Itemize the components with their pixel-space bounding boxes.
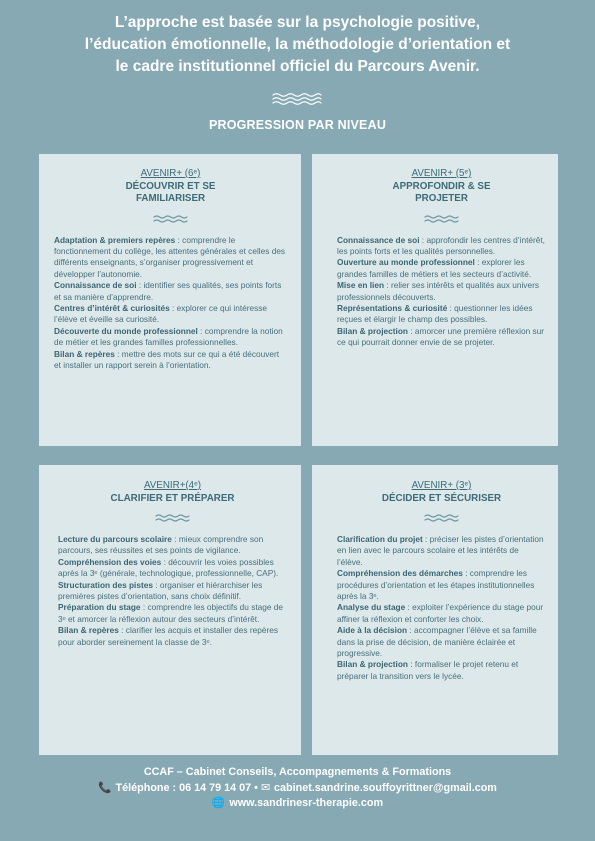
card-body xyxy=(337,235,546,349)
item-title: Aide à la décision xyxy=(337,625,408,636)
card-theme-line-2: PROJETER xyxy=(415,193,468,204)
card-header xyxy=(58,480,287,505)
card-theme-line-2: FAMILIARISER xyxy=(135,193,206,204)
item-text: : exploiter l’expérience du stage pour affiner la réflexion et conforter les choix. xyxy=(337,602,544,624)
item-text: : accompagner l’élève et sa famille dans la prise de décision, de manière éclairée et progressive. xyxy=(337,625,537,659)
footer-contact xyxy=(0,765,595,812)
item-text: : comprendre la notion de métier et les grandes familles professionnelles. xyxy=(54,325,283,348)
list-item xyxy=(58,580,287,603)
card-level: AVENIR+ (6ᵉ) xyxy=(140,168,201,179)
item-title: Adaptation & premiers repères xyxy=(54,234,176,245)
card-theme-line-1: DÉCIDER ET SÉCURISER xyxy=(381,492,502,504)
card-header xyxy=(337,168,546,206)
level-card-3e xyxy=(312,465,558,755)
item-title: Lecture du parcours scolaire xyxy=(58,534,172,544)
card-level: AVENIR+(4ᵉ) xyxy=(143,480,202,491)
card-level: AVENIR+ (5ᵉ) xyxy=(411,168,472,179)
level-card-6e xyxy=(39,154,301,446)
item-title: Analyse du stage xyxy=(337,602,406,613)
item-title: Ouverture au monde professionnel xyxy=(337,257,475,268)
item-text: : comprendre le fonctionnement du collège, les attentes générales et celles des différents enseignants, s’organiser progressivement et développer l’autonomie. xyxy=(54,234,286,279)
list-item xyxy=(337,625,546,659)
list-item xyxy=(337,280,546,303)
level-card-4e xyxy=(39,465,301,755)
list-item xyxy=(58,625,287,648)
item-text: : explorer ce qui intéresse l’élève et éveille sa curiosité. xyxy=(54,302,268,325)
item-title: Centres d’intérêt & curiosités xyxy=(54,302,170,313)
item-text: : relier ses intérêts et qualités aux univers professionnels découverts. xyxy=(337,280,539,302)
wave-divider-icon xyxy=(271,92,323,106)
footer-separator: • xyxy=(251,781,261,794)
card-header xyxy=(54,168,287,206)
list-item xyxy=(54,303,287,326)
footer-company: CCAF – Cabinet Conseils, Accompagnements & Formations xyxy=(143,766,452,778)
card-header xyxy=(337,480,546,505)
item-text: : identifier ses qualités, ses points forts et sa manière d’apprendre. xyxy=(54,280,282,302)
item-text: : mieux comprendre son parcours, ses réussites et ses points de vigilance. xyxy=(58,534,264,556)
card-theme-line-1: DÉCOUVRIR ET SE xyxy=(125,180,216,192)
item-title: Préparation du stage xyxy=(58,602,141,613)
phone-icon: 📞 xyxy=(98,781,112,794)
item-title: Structuration des pistes xyxy=(58,579,153,590)
intro-statement xyxy=(0,12,595,78)
item-text: : clarifier les acquis et installer des repères pour aborder sereinement la classe de 3ᵉ. xyxy=(58,625,278,647)
wave-divider-icon xyxy=(154,513,192,524)
item-text: : amorcer une première réflexion sur ce qui pourrait donner envie de se projeter. xyxy=(337,325,545,348)
wave-divider-icon xyxy=(152,214,190,225)
card-body xyxy=(337,534,546,682)
item-text: : organiser et hiérarchiser les premières pistes d’orientation, sans choix définitif. xyxy=(58,579,263,602)
item-title: Connaissance de soi xyxy=(54,280,137,291)
list-item xyxy=(54,349,287,372)
list-item xyxy=(337,235,546,258)
footer-email-link[interactable]: cabinet.sandrine.souffoyrittner@gmail.com xyxy=(274,781,497,794)
footer-website-line xyxy=(0,796,595,812)
level-card-5e xyxy=(312,154,558,446)
item-text: : découvrir les voies possibles après la 3ᵉ (générale, technologique, professionnelle, CAP). xyxy=(58,556,279,579)
list-item xyxy=(54,280,287,303)
footer-website-link[interactable]: www.sandrinesr-therapie.com xyxy=(229,797,384,809)
list-item xyxy=(58,602,287,625)
item-title: Bilan & repères xyxy=(54,348,115,359)
list-item xyxy=(54,235,287,281)
section-title: PROGRESSION PAR NIVEAU xyxy=(208,118,387,132)
item-text: : approfondir les centres d’intérêt, les points forts et les qualités personnelles. xyxy=(337,234,545,256)
card-theme-line-1: APPROFONDIR & SE xyxy=(392,180,491,192)
card-theme-line-1: CLARIFIER ET PRÉPARER xyxy=(110,492,235,504)
list-item xyxy=(337,326,546,349)
item-text: : explorer les grandes familles de métiers et les secteurs d’activité. xyxy=(337,257,532,279)
envelope-icon: ✉ xyxy=(260,781,270,794)
footer-phone[interactable]: Téléphone : 06 14 79 14 07 xyxy=(115,781,252,794)
list-item xyxy=(54,326,287,349)
item-title: Bilan & repères xyxy=(58,625,119,636)
intro-line-2: l’éducation émotionnelle, la méthodologie d’orientation et xyxy=(84,36,511,53)
globe-icon: 🌐 xyxy=(211,797,226,809)
list-item xyxy=(337,659,546,682)
list-item xyxy=(337,534,546,568)
list-item xyxy=(337,257,546,280)
intro-line-3: le cadre institutionnel officiel du Parcours Avenir. xyxy=(115,58,480,75)
item-title: Découverte du monde professionnel xyxy=(54,325,198,336)
item-text: : comprendre les procédures d’orientation et les étapes institutionnelles après la 3ᵉ. xyxy=(337,568,535,602)
list-item xyxy=(58,534,287,557)
item-title: Compréhension des démarches xyxy=(337,568,463,579)
item-text: : comprendre les objectifs du stage de 3ᵉ et amorcer la réflexion autour des secteurs d’intérêt. xyxy=(58,602,284,624)
list-item xyxy=(58,557,287,580)
wave-divider-icon xyxy=(423,214,461,225)
item-title: Mise en lien xyxy=(337,280,385,291)
list-item xyxy=(337,602,546,625)
list-item xyxy=(337,568,546,602)
item-title: Compréhension des voies xyxy=(58,556,162,567)
item-title: Bilan & projection xyxy=(337,659,408,670)
item-title: Connaissance de soi xyxy=(337,234,420,245)
footer-contact-line xyxy=(0,781,595,797)
item-text: : formaliser le projet retenu et préparer la transition vers le lycée. xyxy=(337,659,519,681)
item-title: Bilan & projection xyxy=(337,325,408,336)
item-text: : préciser les pistes d’orientation en lien avec le parcours scolaire et les intérêts de l’élève. xyxy=(337,534,544,567)
item-text: : questionner les idées reçues et élargir le champ des possibles. xyxy=(337,302,533,325)
card-body xyxy=(54,235,287,372)
card-body xyxy=(58,534,287,648)
list-item xyxy=(337,303,546,326)
item-text: : mettre des mots sur ce qui a été découvert et installer un rapport serein à l’orientation. xyxy=(54,348,280,370)
wave-divider-icon xyxy=(423,513,461,524)
card-level: AVENIR+ (3ᵉ) xyxy=(411,480,472,491)
item-title: Représentations & curiosité xyxy=(337,302,448,313)
intro-line-1: L’approche est basée sur la psychologie positive, xyxy=(114,14,481,31)
item-title: Clarification du projet xyxy=(337,534,423,544)
